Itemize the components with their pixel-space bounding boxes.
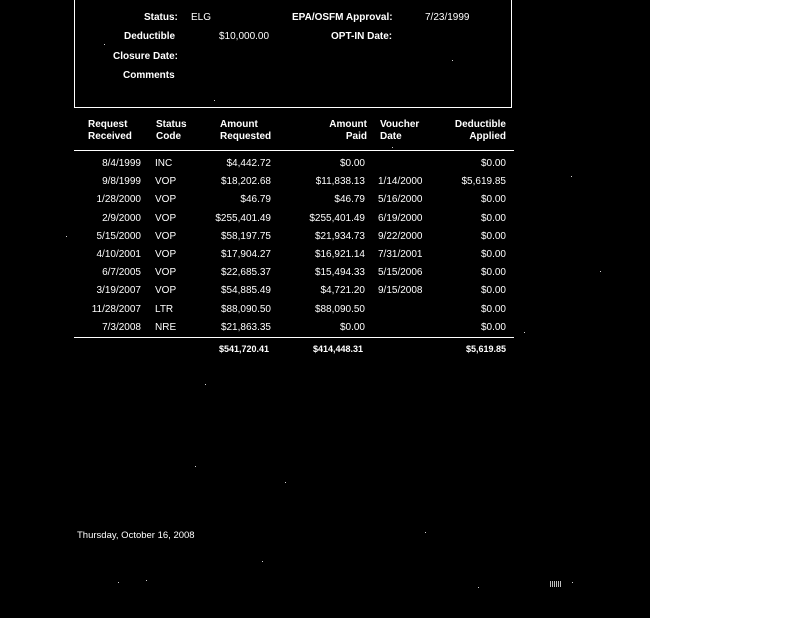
cell-deductible-applied: $0.00 — [480, 267, 506, 279]
cell-request-received: 8/4/1999 — [102, 158, 141, 169]
cell-request-received: 9/8/1999 — [102, 176, 141, 188]
column-header-voucher-date — [380, 119, 436, 143]
cell-deductible-applied: $5,619.85 — [461, 176, 506, 188]
cell-request-received: 11/28/2007 — [91, 303, 141, 315]
cell-deductible-applied: $0.00 — [480, 194, 506, 206]
noise-speck — [262, 561, 263, 562]
noise-speck — [118, 582, 119, 583]
column-header-amount-requested — [220, 119, 280, 143]
cell-request-received: 7/3/2008 — [102, 321, 141, 333]
cell-amount-paid: $4,721.20 — [320, 285, 365, 297]
status-label: Status: — [144, 12, 178, 23]
cell-request-received: 1/28/2000 — [96, 194, 141, 206]
total-deductible: $5,619.85 — [465, 344, 506, 354]
cell-voucher-date: 1/14/2000 — [378, 176, 423, 188]
cell-amount-paid: $21,934.73 — [314, 230, 365, 242]
column-header-line: Voucher — [380, 119, 420, 130]
status-value: ELG — [191, 12, 212, 23]
cell-status-code: NRE — [155, 321, 177, 333]
noise-speck — [600, 271, 601, 272]
noise-speck — [392, 147, 393, 148]
approval-label: EPA/OSFM Approval: — [292, 12, 393, 23]
column-header-line: Amount — [220, 119, 258, 130]
cell-amount-requested: $17,904.27 — [220, 249, 271, 260]
column-header-line: Deductible — [454, 119, 506, 130]
cell-amount-requested: $58,197.75 — [220, 230, 271, 242]
cell-voucher-date: 9/15/2008 — [378, 285, 423, 297]
cell-amount-paid: $16,921.14 — [314, 249, 365, 260]
column-header-line: Date — [380, 131, 402, 142]
cell-request-received: 2/9/2000 — [102, 212, 141, 224]
cell-status-code: VOP — [155, 249, 177, 260]
noise-speck — [571, 176, 572, 177]
noise-speck — [478, 587, 479, 588]
closure-date-label: Closure Date: — [113, 51, 179, 62]
cell-amount-paid: $88,090.50 — [314, 303, 365, 315]
noise-speck — [214, 100, 215, 101]
cell-request-received: 4/10/2001 — [96, 249, 141, 260]
noise-speck — [452, 60, 453, 61]
noise-speck — [66, 236, 67, 237]
cell-status-code: INC — [155, 158, 173, 169]
noise-speck — [285, 482, 286, 483]
noise-speck — [205, 384, 206, 385]
noise-speck — [425, 532, 426, 533]
noise-speck — [524, 332, 525, 333]
cell-voucher-date: 5/15/2006 — [378, 267, 423, 279]
cell-amount-requested: $21,863.35 — [220, 321, 271, 333]
cell-amount-paid: $15,494.33 — [314, 267, 365, 279]
column-header-line: Request — [88, 119, 128, 130]
cell-deductible-applied: $0.00 — [480, 321, 506, 333]
cell-status-code: LTR — [155, 303, 174, 315]
cell-voucher-date: 7/31/2001 — [378, 249, 423, 260]
cell-deductible-applied: $0.00 — [480, 285, 506, 297]
cell-amount-paid: $46.79 — [334, 194, 365, 206]
cell-amount-paid: $11,838.13 — [315, 176, 365, 188]
cell-amount-paid: $0.00 — [339, 158, 365, 169]
scan-stamp-mark — [550, 581, 562, 587]
noise-speck — [104, 44, 105, 45]
approval-date: 7/23/1999 — [425, 12, 470, 23]
header-rule — [74, 150, 514, 151]
cell-voucher-date: 5/16/2000 — [378, 194, 423, 206]
cell-amount-requested: $255,401.49 — [215, 212, 271, 224]
cell-voucher-date: 6/19/2000 — [378, 212, 423, 224]
cell-amount-requested: $88,090.50 — [220, 303, 271, 315]
column-header-line: Code — [156, 131, 181, 142]
cell-status-code: VOP — [155, 212, 177, 224]
cell-request-received: 5/15/2000 — [96, 230, 141, 242]
cell-amount-paid: $255,401.49 — [309, 212, 365, 224]
optin-label: OPT-IN Date: — [331, 31, 393, 42]
column-header-line: Status — [156, 119, 187, 130]
total-requested: $541,720.41 — [218, 344, 269, 354]
totals-rule — [74, 337, 514, 338]
cell-deductible-applied: $0.00 — [480, 158, 506, 169]
cell-deductible-applied: $0.00 — [480, 212, 506, 224]
cell-request-received: 3/19/2007 — [96, 285, 141, 297]
cell-request-received: 6/7/2005 — [102, 267, 141, 279]
cell-amount-requested: $18,202.68 — [220, 176, 271, 188]
cell-status-code: VOP — [155, 267, 177, 279]
cell-status-code: VOP — [155, 176, 177, 188]
cell-status-code: VOP — [155, 285, 177, 297]
total-paid: $414,448.31 — [312, 344, 363, 354]
cell-amount-paid: $0.00 — [339, 321, 365, 333]
deductible-label: Deductible — [124, 31, 176, 42]
cell-status-code: VOP — [155, 230, 177, 242]
cell-amount-requested: $22,685.37 — [220, 267, 271, 279]
noise-speck — [195, 466, 196, 467]
column-header-line: Amount — [329, 119, 367, 130]
cell-amount-requested: $46.79 — [240, 194, 271, 206]
column-header-line: Applied — [469, 131, 506, 142]
cell-amount-requested: $4,442.72 — [226, 158, 271, 169]
cell-amount-requested: $54,885.49 — [220, 285, 271, 297]
cell-deductible-applied: $0.00 — [480, 249, 506, 260]
column-header-amount-paid — [305, 119, 367, 143]
column-header-deductible-applied — [444, 119, 506, 143]
column-header-line: Requested — [220, 131, 272, 142]
deductible-value: $10,000.00 — [219, 31, 270, 42]
noise-speck — [572, 582, 573, 583]
print-date: Thursday, October 16, 2008 — [77, 530, 195, 541]
column-header-line: Received — [88, 131, 132, 142]
cell-voucher-date: 9/22/2000 — [378, 230, 423, 242]
column-header-line: Paid — [345, 131, 367, 142]
cell-status-code: VOP — [155, 194, 177, 206]
column-header-status-code — [156, 119, 196, 143]
cell-deductible-applied: $0.00 — [480, 303, 506, 315]
noise-speck — [146, 580, 147, 581]
comments-label: Comments — [123, 70, 175, 81]
column-header-request-received — [88, 119, 144, 143]
cell-deductible-applied: $0.00 — [480, 230, 506, 242]
